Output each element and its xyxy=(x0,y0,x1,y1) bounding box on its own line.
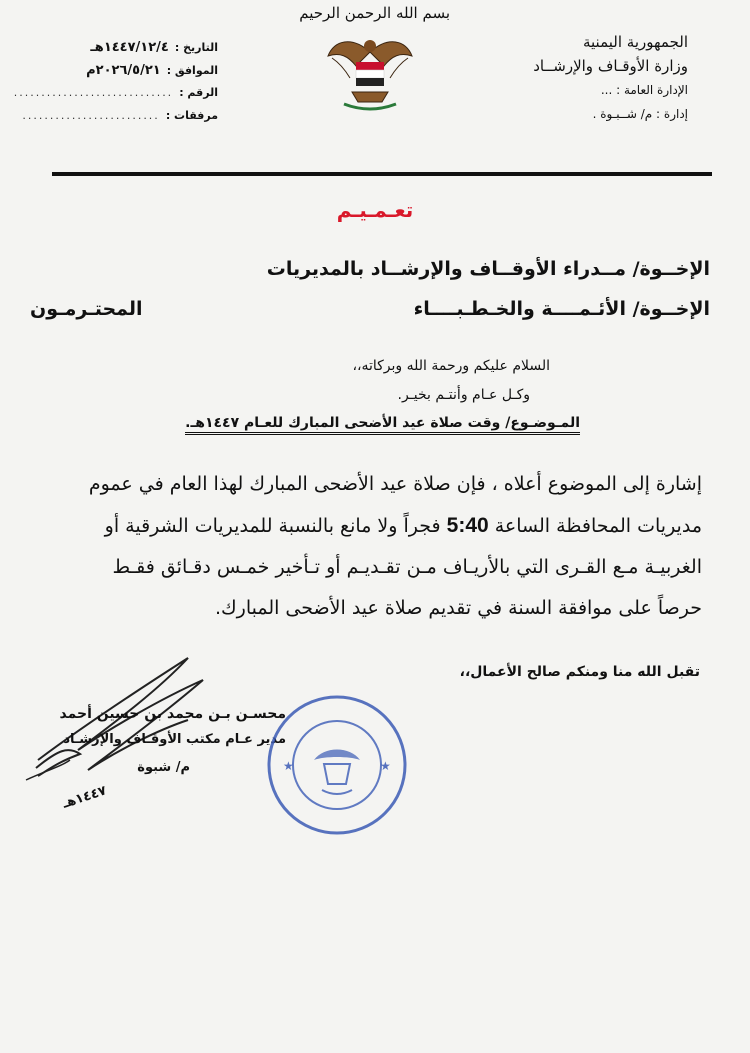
corresponding-value: ٢٠٢٦/٥/٢١م xyxy=(86,63,161,78)
administration: إدارة : م/ شــبـوة . xyxy=(592,107,688,121)
addressee-directors: الإخــوة/ مــدراء الأوقــاف والإرشــاد بالمديريات xyxy=(266,258,710,280)
prayer-time: 5:40 xyxy=(446,514,489,537)
yemen-eagle-emblem-icon xyxy=(322,22,418,118)
signatory-office: م/ شبوة xyxy=(137,760,190,775)
body-line-3: الغربيـة مـع القـرى التي بالأريـاف مـن تقـديـم أو تـأخير خمـس دقـائق فقـط xyxy=(112,556,702,578)
signatory-name: محسـن بـن محمد بن حسين أحمد xyxy=(59,706,286,722)
handwritten-signature-icon xyxy=(18,650,218,800)
body-line-2-post: فجراً ولا مانع بالنسبة للمديريات الشرقية أو xyxy=(104,515,441,537)
attachments-dots: ......................... xyxy=(22,109,160,122)
honorific: المحتـرمـون xyxy=(30,298,143,320)
body-paragraph xyxy=(42,464,702,629)
corresponding-label: الموافق : xyxy=(166,64,218,77)
ministry-name: وزارة الأوقـاف والإرشــاد xyxy=(533,57,688,75)
signature-date: ١٤٤٧هـ xyxy=(60,783,109,812)
body-line-2 xyxy=(42,505,702,547)
body-line-2-pre: مديريات المحافظة الساعة xyxy=(494,515,702,537)
body-line-1: إشارة إلى الموضوع أعلاه ، فإن صلاة عيد الأضحى المبارك لهذا العام في عموم xyxy=(88,473,702,495)
svg-text:★: ★ xyxy=(380,759,391,773)
addressee-imams-line xyxy=(30,298,710,320)
general-administration: الإدارة العامة : ... xyxy=(600,83,688,97)
ministry-header xyxy=(448,30,688,126)
signatory-title: مدير عـام مكتب الأوقـاف والإرشـاد xyxy=(63,732,286,747)
greeting-wishes: وكـل عـام وأنتـم بخيـر. xyxy=(397,387,530,403)
greeting-salam: السلام عليكم ورحمة الله وبركاته،، xyxy=(352,358,550,374)
basmala: بسم الله الرحمن الرحيم xyxy=(299,4,450,22)
subject-line: المـوضـوع/ وقت صلاة عيد الأضحى المبارك للعـام ١٤٤٧هـ. xyxy=(185,415,580,435)
closing-prayer: تقبل الله منا ومنكم صالح الأعمال،، xyxy=(459,664,700,680)
header-divider xyxy=(52,172,712,176)
svg-text:★: ★ xyxy=(283,759,294,773)
addressee-imams: الإخــوة/ الأئـمــــة والخـطـبــــاء xyxy=(413,298,710,320)
date-value: ١٤٤٧/١٢/٤هـ xyxy=(90,40,169,55)
official-stamp-icon xyxy=(262,690,412,840)
number-label: الرقم : xyxy=(179,86,218,99)
reference-block xyxy=(13,40,218,132)
document-title: تعـمـيـم xyxy=(336,198,414,222)
corresponding-date-row xyxy=(38,63,218,86)
country-name: الجمهورية اليمنية xyxy=(582,33,688,51)
date-row xyxy=(38,40,218,63)
date-label: التاريخ : xyxy=(174,41,218,54)
number-row xyxy=(13,86,218,109)
attachments-row xyxy=(22,109,218,132)
attachments-label: مرفقات : xyxy=(165,109,218,122)
number-dots: ............................. xyxy=(13,86,174,99)
body-line-4: حرصاً على موافقة السنة في تقديم صلاة عيد الأضحى المبارك. xyxy=(214,597,702,619)
